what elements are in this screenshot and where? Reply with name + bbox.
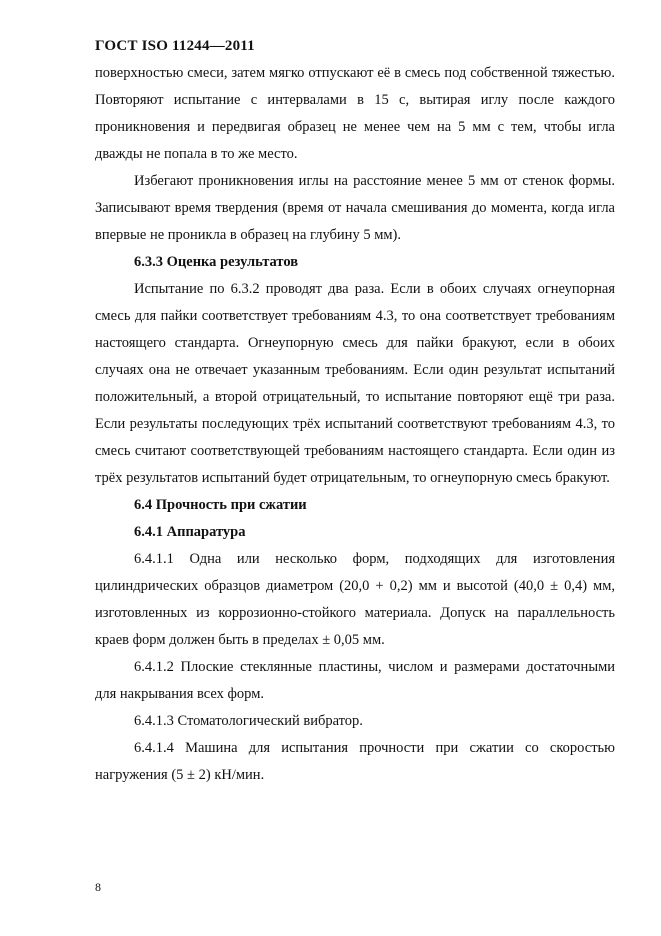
paragraph-6-4-1-4: 6.4.1.4 Машина для испытания прочности при сжатии со скоростью нагружения (5 ± 2) кН/мин. [95, 740, 615, 783]
page-number: 8 [95, 880, 101, 894]
standard-header: ГОСТ ISO 11244—2011 [95, 38, 255, 54]
paragraph-needle-distance: Избегают проникновения иглы на расстояние менее 5 мм от стенок формы. Записывают время твердения (время от начала смешивания до момента, когда игла впервые не проникла в образец на глубину 5 мм). [95, 173, 615, 243]
heading-6-4: 6.4 Прочность при сжатии [134, 497, 307, 513]
paragraph-6-4-1-2: 6.4.1.2 Плоские стеклянные пластины, числом и размерами достаточными для накрывания всех форм. [95, 659, 615, 702]
body-text [95, 60, 615, 789]
paragraph-evaluation: Испытание по 6.3.2 проводят два раза. Если в обоих случаях огнеупорная смесь для пайки соответствует требованиям 4.3, то она соответствует требованиям настоящего стандарта. Огнеупорную смесь для пайки бракуют, если в обоих случаях она не отвечает указанным требованиям. Если один результат испытаний положительный, а второй отрицательный, то испытание повторяют ещё три раза. Если результаты последующих трёх испытаний соответствуют требованиям 4.3, то смесь считают соответствующей требованиям настоящего стандарта. Если один из трёх результатов испытаний будет отрицательным, то огнеупорную смесь бракуют. [95, 281, 615, 486]
paragraph-6-4-1-1: 6.4.1.1 Одна или несколько форм, подходящих для изготовления цилиндрических образцов диаметром (20,0 + 0,2) мм и высотой (40,0 ± 0,4) мм, изготовленных из коррозионно-стойкого материала. Допуск на параллельность краев форм должен быть в пределах ± 0,05 мм. [95, 551, 615, 648]
heading-6-4-1: 6.4.1 Аппаратура [134, 524, 246, 540]
paragraph-6-4-1-3: 6.4.1.3 Стоматологический вибратор. [134, 713, 363, 729]
heading-6-3-3: 6.3.3 Оценка результатов [134, 254, 299, 270]
paragraph-continuation: поверхностью смеси, затем мягко отпускают её в смесь под собственной тяжестью. Повторяют испытание с интервалами в 15 с, вытирая иглу после каждого проникновения и передвигая образец не менее чем на 5 мм с тем, чтобы игла дважды не попала в то же место. [95, 65, 615, 162]
